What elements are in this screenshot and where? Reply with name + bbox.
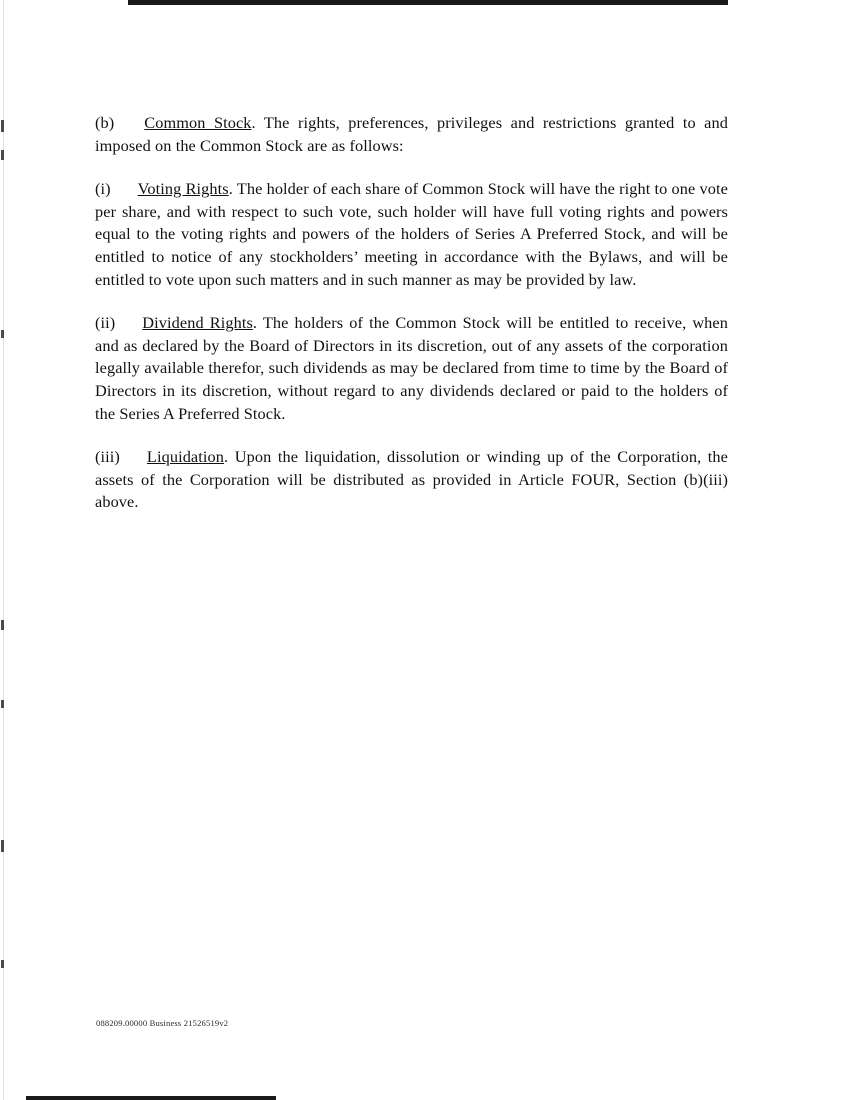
paragraph-heading: Dividend Rights — [142, 313, 253, 333]
paragraph-text: . Upon the liquidation, dissolution or winding up of the Corporation, the assets of the Corporation will be distributed as provided in Article FOUR, Section (b)(iii) above. — [95, 447, 728, 512]
scan-edge-top — [128, 0, 728, 5]
scan-edge-bottom — [26, 1096, 276, 1100]
paragraph-marker: (b) — [95, 113, 115, 132]
document-footer-reference: 088209.00000 Business 21526519v2 — [96, 1018, 229, 1028]
scan-mark — [1, 120, 4, 132]
scan-mark — [1, 330, 4, 338]
scan-mark — [1, 960, 4, 968]
scan-mark — [1, 840, 4, 852]
paragraph-text: . The holders of the Common Stock will be entitled to receive, when and as declared by the Board of Directors in its discretion, out of any assets of the corporation legally available therefor, such dividends as may be declared from time to time by the Board of Directors in its discretion, without regard to any dividends declared or paid to the holders of the Series A Preferred Stock. — [95, 313, 728, 423]
paragraph-dividend-rights — [95, 312, 728, 425]
paragraph-liquidation — [95, 446, 728, 514]
paragraph-common-stock — [95, 112, 728, 157]
paragraph-heading: Common Stock — [144, 113, 252, 132]
paragraph-heading: Liquidation — [146, 447, 224, 467]
paragraph-marker: (iii) — [95, 447, 120, 467]
paragraph-text: . The holder of each share of Common Stock will have the right to one vote per share, and with respect to such vote, such holder will have full voting rights and powers equal to the voting rights and powers of the holders of Series A Preferred Stock, and will be entitled to notice of any stockholders’ meeting in accordance with the Bylaws, and will be entitled to vote upon such matters and in such manner as may be provided by law. — [95, 179, 728, 289]
scan-mark — [1, 700, 4, 708]
document-body — [95, 112, 728, 535]
paragraph-marker: (ii) — [95, 313, 116, 333]
paragraph-text: . The rights, preferences, privileges and restrictions granted to and imposed on the Common Stock are as follows: — [95, 113, 728, 155]
paragraph-voting-rights — [95, 178, 728, 291]
scan-mark — [1, 150, 4, 160]
paragraph-heading: Voting Rights — [137, 179, 229, 199]
scan-edge-left — [0, 0, 4, 1100]
paragraph-marker: (i) — [95, 179, 111, 199]
scan-mark — [1, 620, 4, 630]
